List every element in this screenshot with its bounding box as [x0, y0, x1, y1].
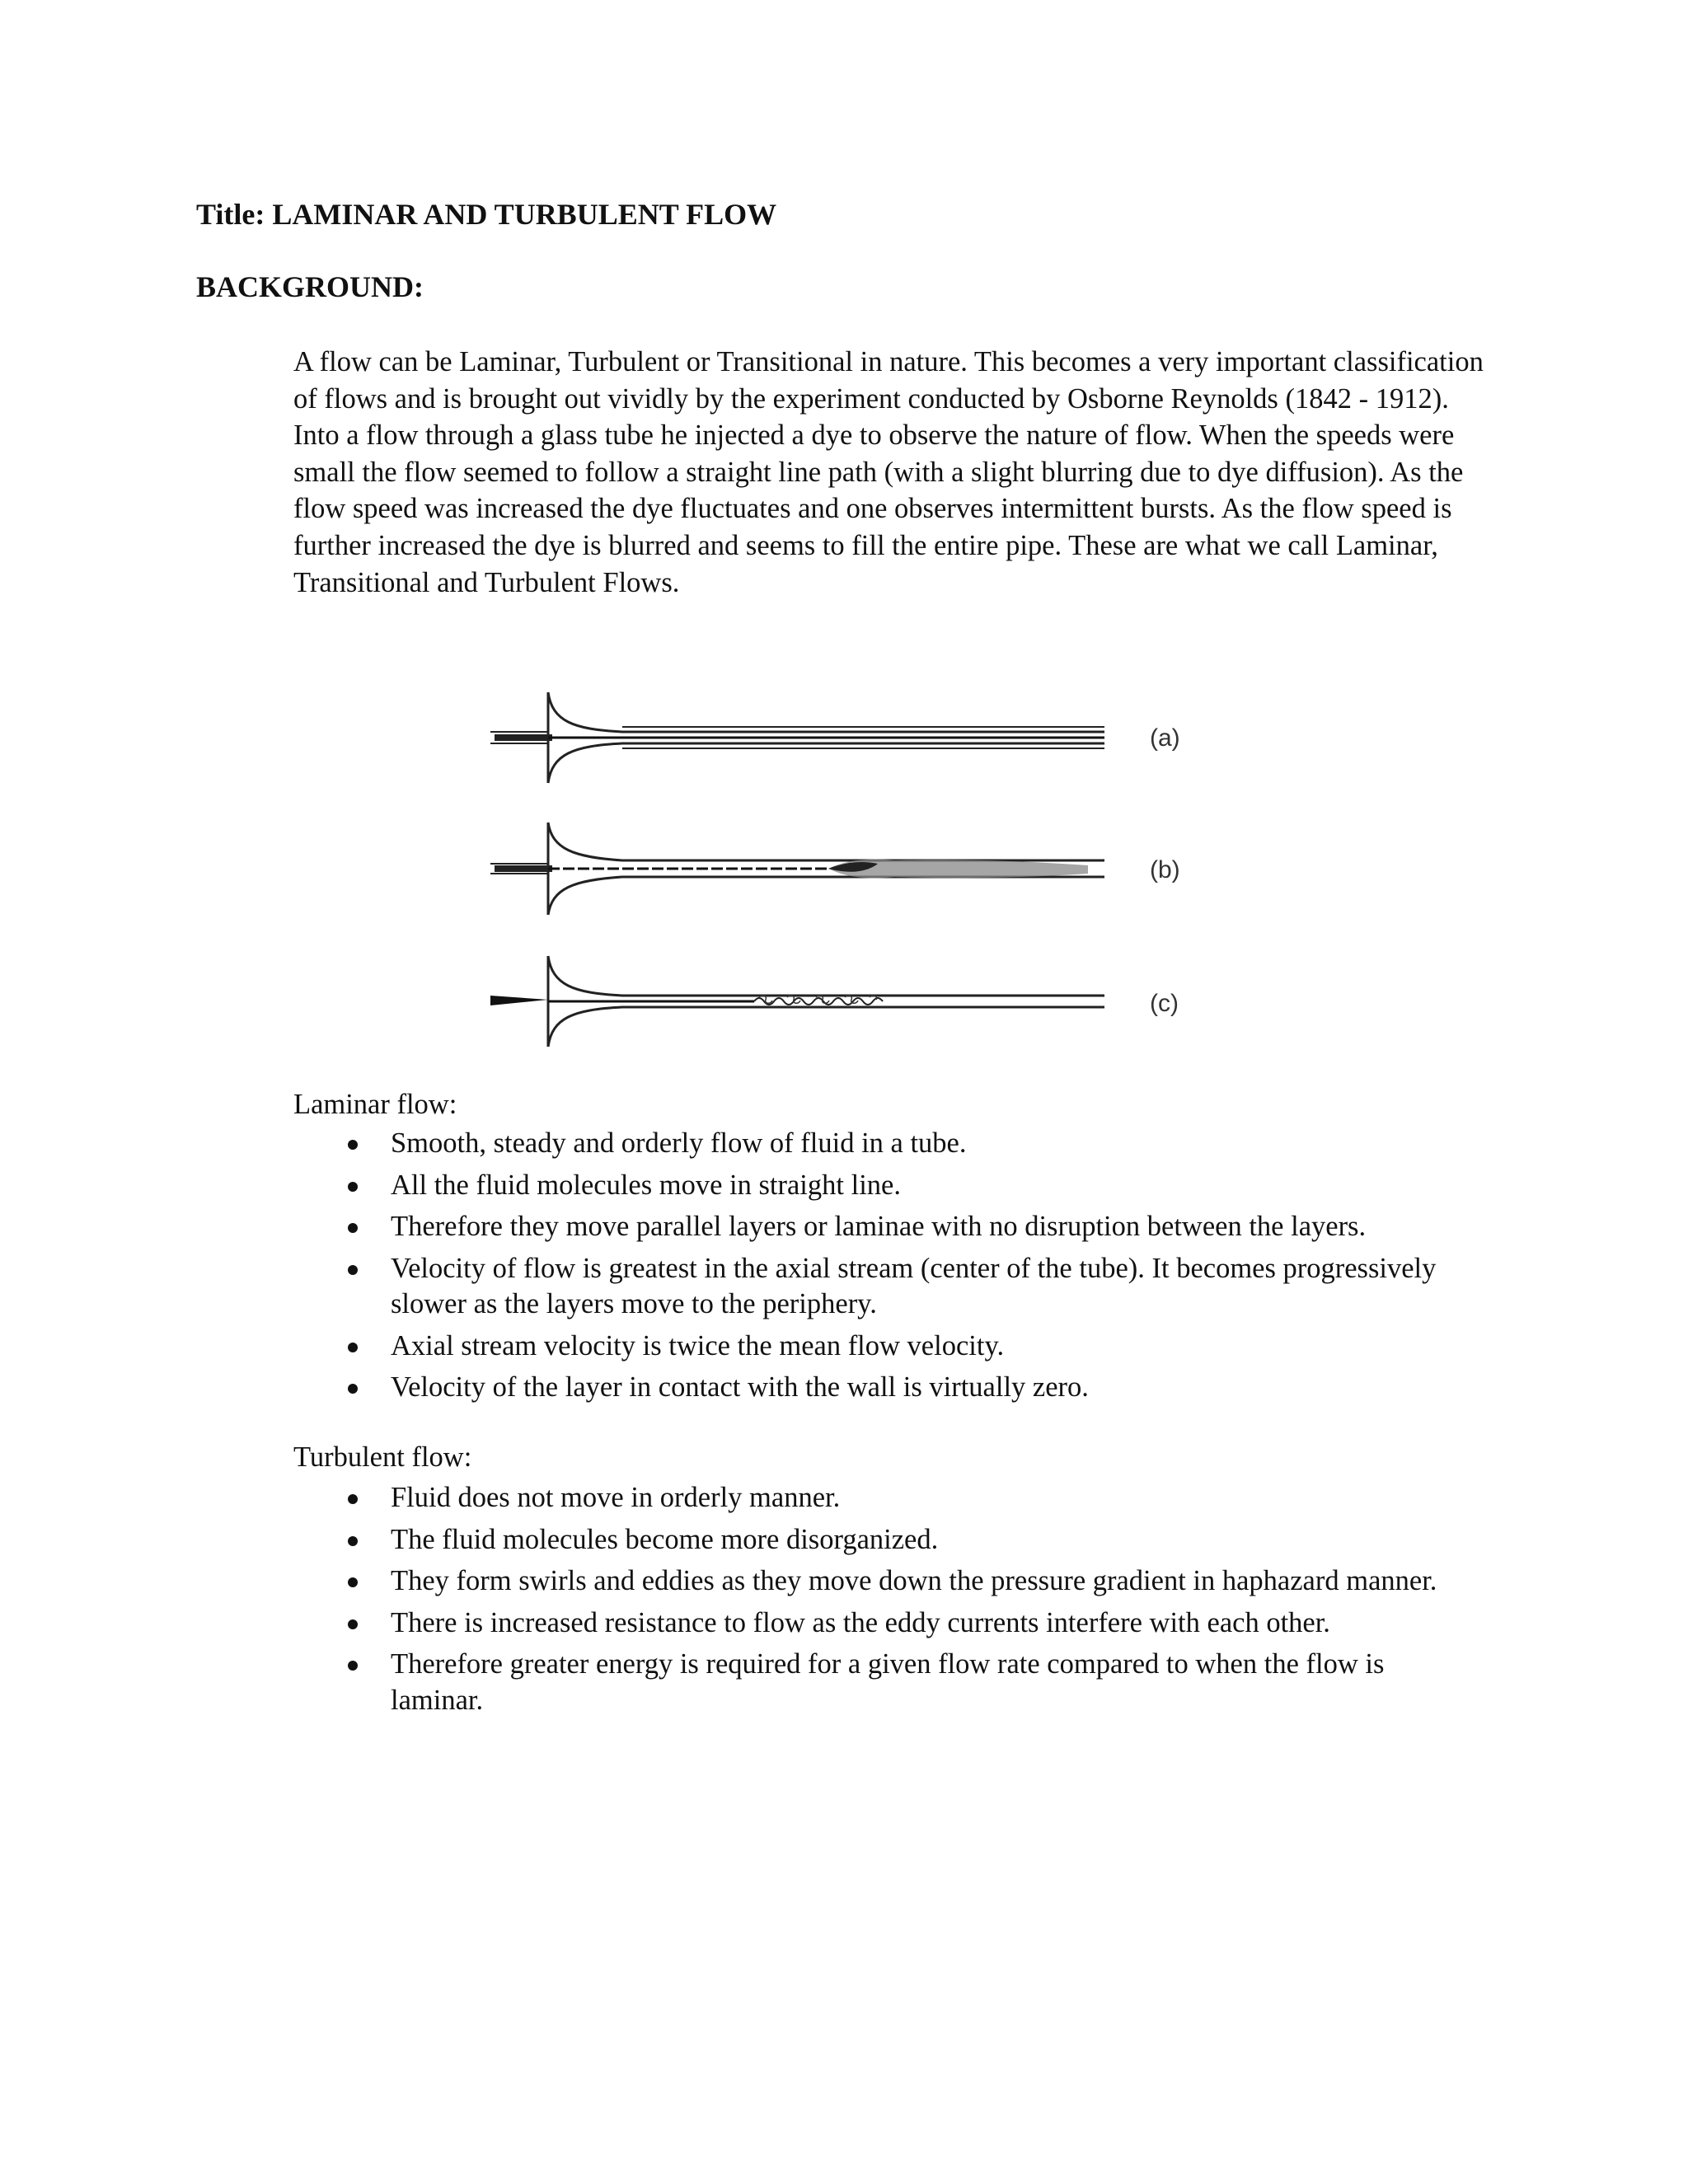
list-item: All the fluid molecules move in straight line.: [293, 1168, 1480, 1204]
list-item: Therefore they move parallel layers or laminae with no disruption between the layers.: [293, 1209, 1480, 1245]
list-item: The fluid molecules become more disorganized.: [293, 1522, 1480, 1558]
title-label: Title:: [196, 198, 265, 231]
bullet-icon: [348, 1619, 358, 1629]
bullet-icon: [348, 1494, 358, 1504]
figure-label-c: (c): [1150, 990, 1179, 1017]
turbulent-flow-heading: Turbulent flow:: [293, 1441, 472, 1473]
tube-b-transitional: [490, 823, 1104, 915]
list-item: Axial stream velocity is twice the mean flow velocity.: [293, 1329, 1480, 1365]
bullet-icon: [348, 1265, 358, 1275]
title-text: LAMINAR AND TURBULENT FLOW: [272, 198, 777, 231]
tube-a-laminar: [490, 692, 1104, 783]
bullet-icon: [348, 1384, 358, 1394]
background-heading: BACKGROUND:: [196, 270, 424, 303]
document-title: [196, 194, 776, 234]
reynolds-experiment-figure: [482, 684, 1207, 1055]
figure-label-b: (b): [1150, 856, 1180, 883]
list-item: Velocity of the layer in contact with the wall is virtually zero.: [293, 1370, 1480, 1406]
laminar-flow-list: [293, 1126, 1480, 1412]
bullet-icon: [348, 1661, 358, 1671]
list-item: Smooth, steady and orderly flow of fluid in a tube.: [293, 1126, 1480, 1162]
bullet-icon: [348, 1577, 358, 1587]
list-item: Velocity of flow is greatest in the axial stream (center of the tube). It becomes progressively slower as the layers move to the periphery.: [293, 1251, 1480, 1323]
list-item: Therefore greater energy is required for a given flow rate compared to when the flow is laminar.: [293, 1647, 1480, 1718]
bullet-icon: [348, 1536, 358, 1546]
intro-paragraph: A flow can be Laminar, Turbulent or Transitional in nature. This becomes a very important classification of flows and is brought out vividly by the experiment conducted by Osborne Reynolds (1842 - 1912). Into a flow through a glass tube he injected a dye to observe the nature of flow. When the speeds were small the flow seemed to follow a straight line path (with a slight blurring due to dye diffusion). As the flow speed was increased the dye fluctuates and one observes intermittent bursts. As the flow speed is further increased the dye is blurred and seems to fill the entire pipe. These are what we call Laminar, Transitional and Turbulent Flows.: [293, 346, 1484, 598]
bullet-icon: [348, 1343, 358, 1352]
list-item: They form swirls and eddies as they move down the pressure gradient in haphazard manner.: [293, 1563, 1480, 1600]
tube-c-turbulent: [490, 956, 1104, 1047]
laminar-flow-heading: Laminar flow:: [293, 1089, 457, 1120]
figure-label-a: (a): [1150, 724, 1180, 752]
bullet-icon: [348, 1182, 358, 1192]
bullet-icon: [348, 1223, 358, 1233]
list-item: There is increased resistance to flow as the eddy currents interfere with each other.: [293, 1605, 1480, 1642]
turbulent-flow-list: [293, 1480, 1480, 1724]
list-item: Fluid does not move in orderly manner.: [293, 1480, 1480, 1516]
bullet-icon: [348, 1140, 358, 1150]
